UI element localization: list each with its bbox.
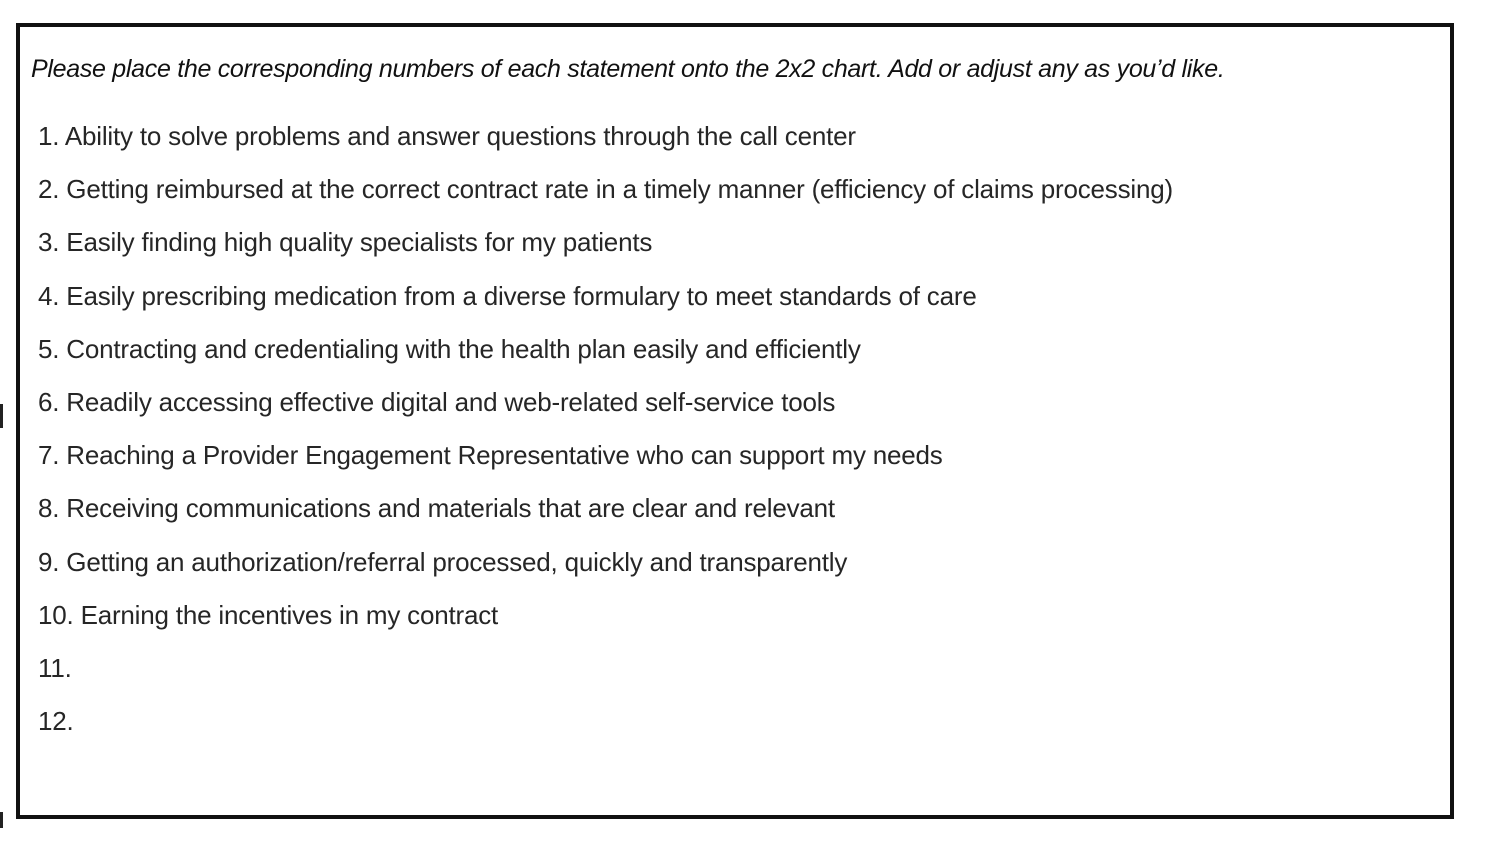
statement-5: 5. Contracting and credentialing with the health plan easily and efficiently	[38, 333, 861, 364]
statement-3: 3. Easily finding high quality specialists for my patients	[38, 227, 653, 258]
statement-7: 7. Reaching a Provider Engagement Representative who can support my needs	[38, 440, 943, 471]
left-edge-mark-lower	[0, 812, 3, 828]
statement-4: 4. Easily prescribing medication from a diverse formulary to meet standards of care	[38, 280, 977, 311]
instruction-text: Please place the corresponding numbers of each statement onto the 2x2 chart. Add or adjust any as you’d like.	[31, 55, 1225, 83]
left-edge-mark-upper	[0, 404, 3, 428]
statement-11: 11.	[38, 652, 72, 683]
statement-1: 1. Ability to solve problems and answer questions through the call center	[38, 121, 856, 151]
statement-12: 12.	[38, 706, 74, 737]
statement-9: 9. Getting an authorization/referral processed, quickly and transparently	[38, 546, 848, 577]
statement-box	[16, 23, 1454, 819]
statement-10: 10. Earning the incentives in my contract	[38, 599, 499, 630]
statement-8: 8. Receiving communications and materials that are clear and relevant	[38, 493, 835, 524]
statement-2: 2. Getting reimbursed at the correct contract rate in a timely manner (efficiency of claims processing)	[38, 174, 1173, 205]
statement-list	[38, 119, 1173, 757]
statement-6: 6. Readily accessing effective digital and web-related self-service tools	[38, 386, 836, 417]
